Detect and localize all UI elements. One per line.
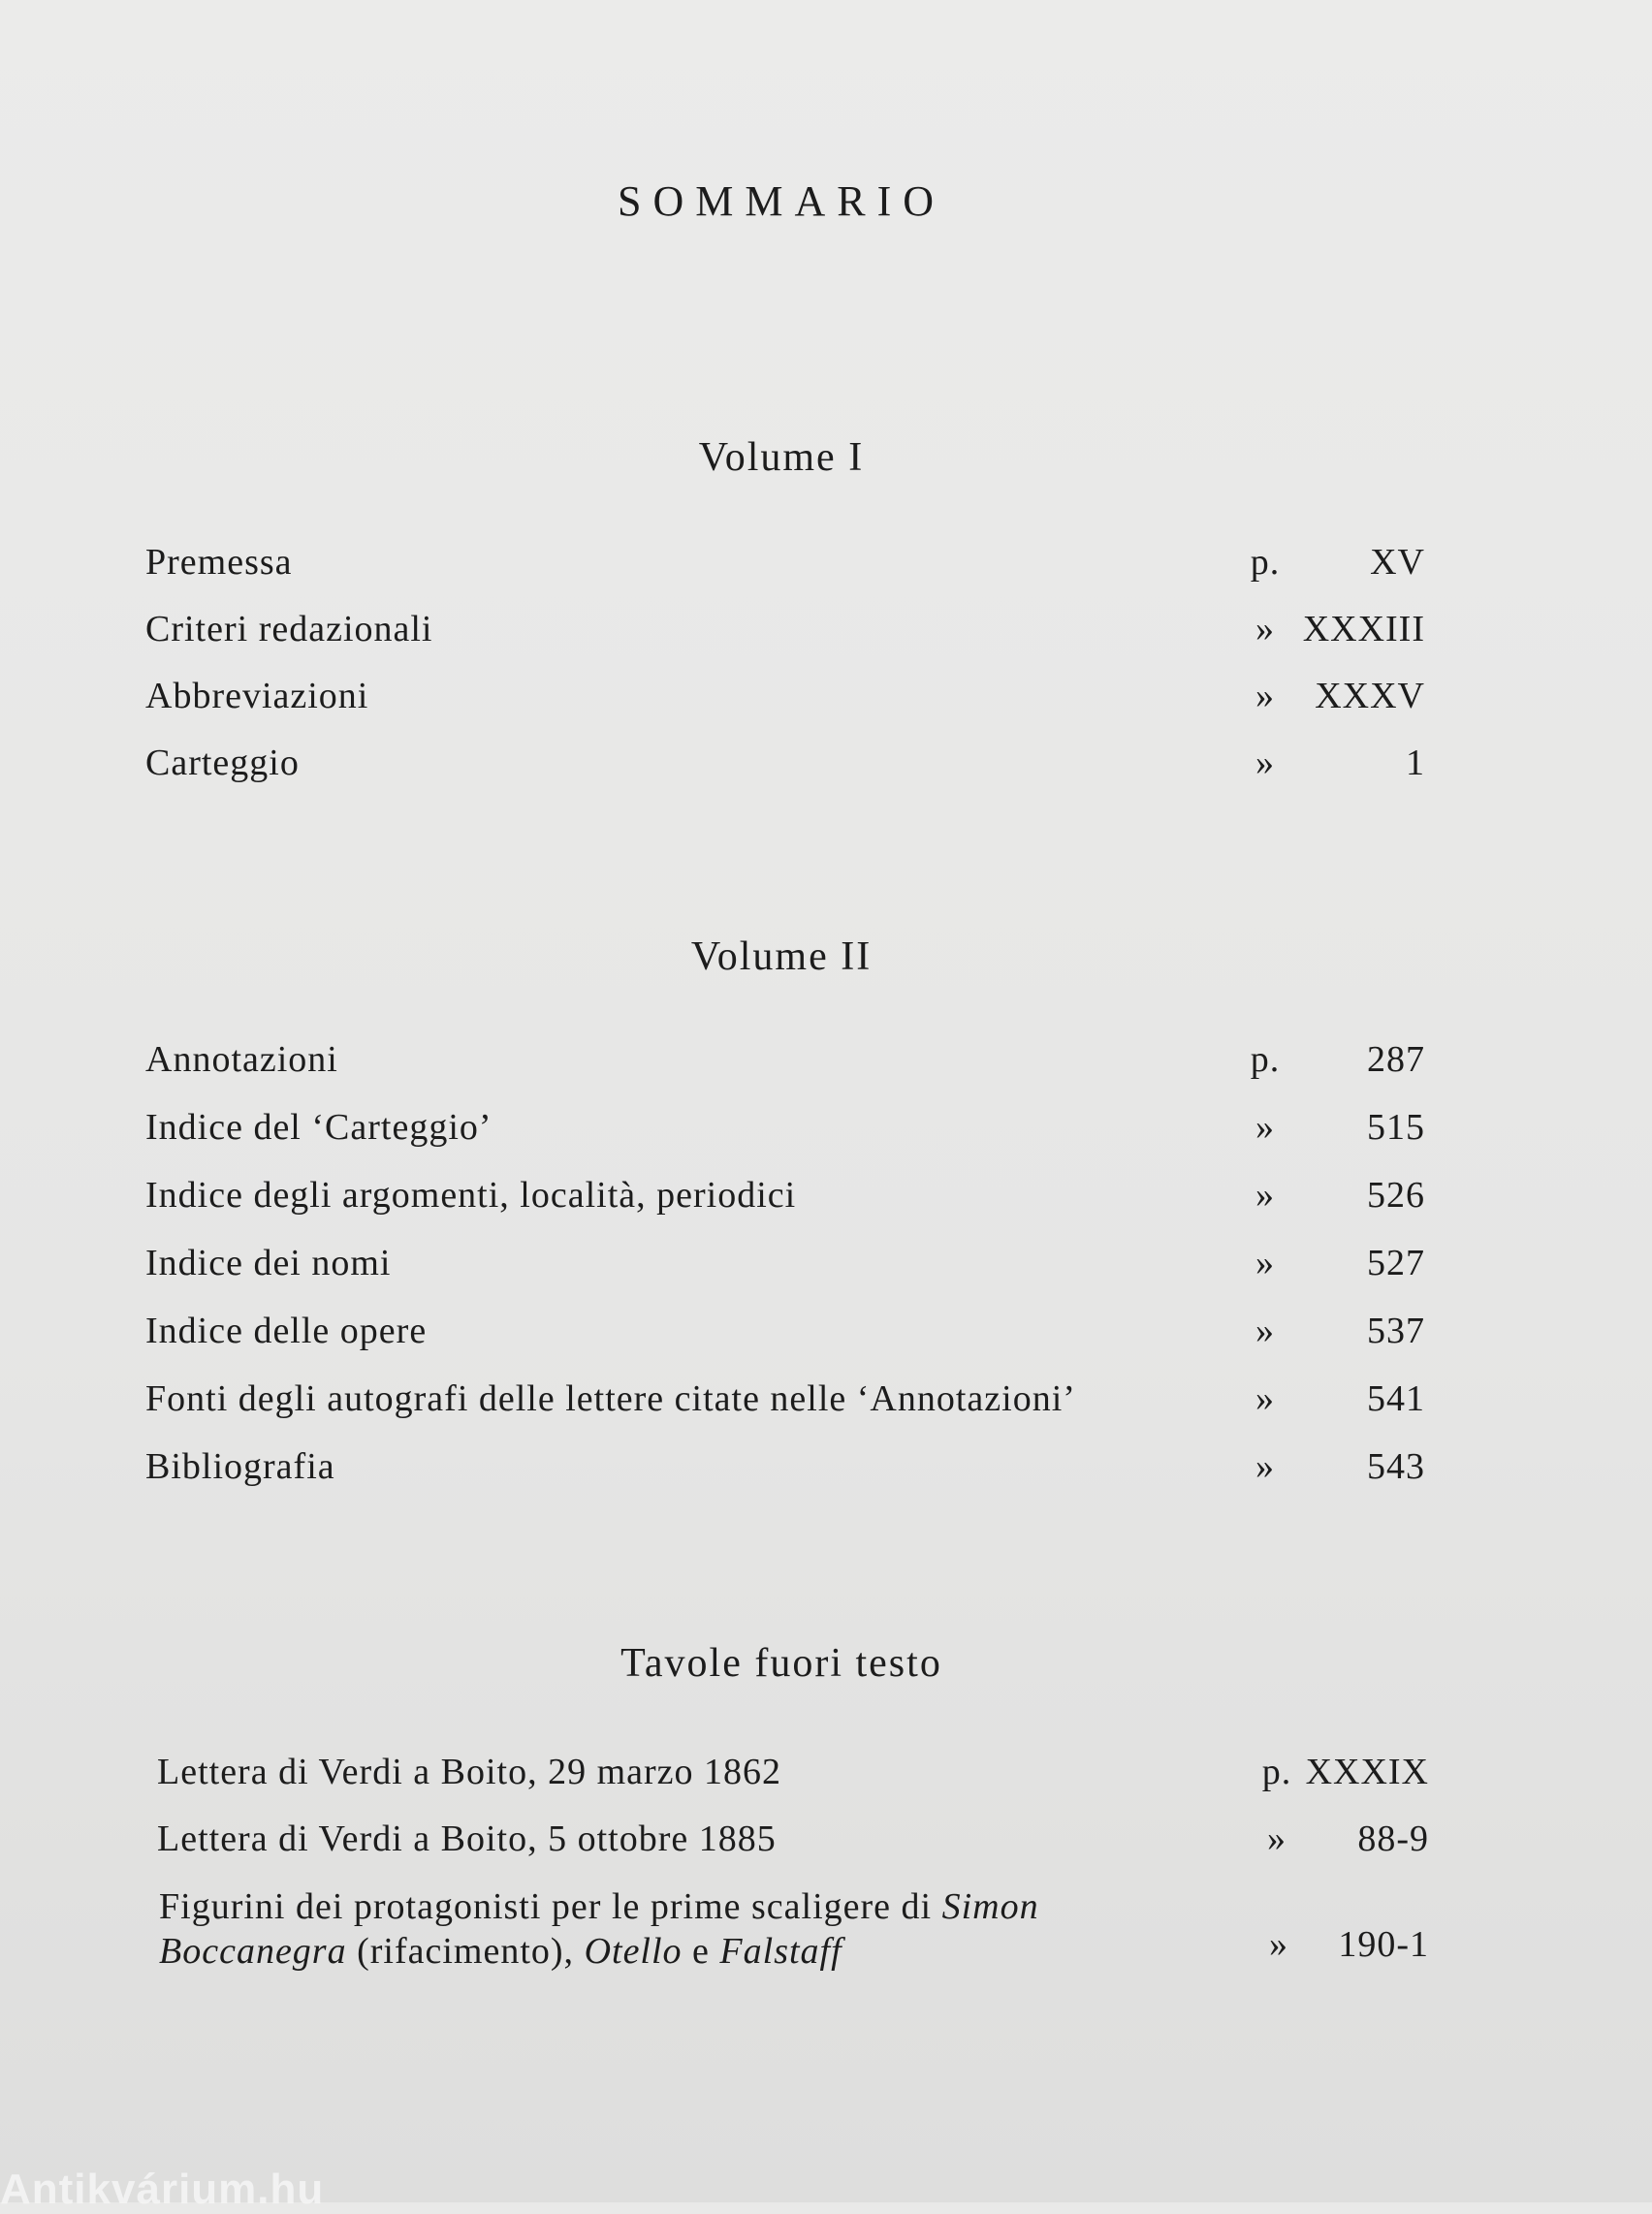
entry-title: Lettera di Verdi a Boito, 29 marzo 1862	[157, 1752, 782, 1792]
entry-page-marker: »	[1255, 743, 1275, 783]
entry-page-number: 190-1	[1338, 1924, 1429, 1965]
entry-page-number: 527	[1367, 1243, 1425, 1283]
entry-title: Criteri redazionali	[145, 609, 433, 649]
entry-title: Indice degli argomenti, località, periodici	[145, 1175, 797, 1216]
toc-entry	[145, 1310, 1425, 1364]
entry-title: Indice delle opere	[145, 1311, 428, 1351]
toc-entry	[145, 541, 1425, 595]
page-title: SOMMARIO	[617, 177, 946, 225]
toc-entry	[145, 742, 1425, 796]
entry-title: Indice del ‘Carteggio’	[145, 1107, 492, 1148]
entry-title: Annotazioni	[145, 1039, 338, 1080]
entry-page-number: XV	[1370, 542, 1425, 583]
entry-page-number: XXXV	[1315, 676, 1425, 716]
entry-page-number: 515	[1367, 1107, 1425, 1148]
entry-title: Carteggio	[145, 743, 300, 783]
entry-page-marker: »	[1255, 676, 1275, 716]
volume-1-heading: Volume I	[698, 435, 865, 480]
entry-page-marker: »	[1255, 1311, 1275, 1351]
entry-page-marker: »	[1255, 1446, 1275, 1487]
entry-page-marker: »	[1255, 609, 1275, 649]
toc-entry	[145, 675, 1425, 729]
toc-entry	[145, 1445, 1425, 1500]
entry-page-number: 543	[1367, 1446, 1425, 1487]
toc-entry	[145, 608, 1425, 662]
entry-page-marker: p.	[1250, 1039, 1281, 1080]
toc-entry	[157, 1751, 1429, 1805]
entry-page-number: 526	[1367, 1175, 1425, 1216]
volume-2-heading: Volume II	[690, 934, 873, 979]
entry-title: Lettera di Verdi a Boito, 5 ottobre 1885	[157, 1819, 777, 1859]
entry-page-number: XXXIII	[1302, 609, 1425, 649]
entry-page-number: 537	[1367, 1311, 1425, 1351]
entry-page-marker: »	[1255, 1378, 1275, 1419]
entry-page-marker: p.	[1250, 542, 1281, 583]
entry-page-number: 88-9	[1357, 1819, 1429, 1859]
toc-entry	[157, 1818, 1429, 1872]
plates-heading: Tavole fuori testo	[620, 1641, 942, 1686]
entry-page-number: XXXIX	[1305, 1752, 1429, 1792]
entry-title: Fonti degli autografi delle lettere citate nelle ‘Annotazioni’	[145, 1378, 1076, 1419]
toc-entry	[159, 1884, 1429, 1981]
toc-entry	[145, 1377, 1425, 1432]
toc-entry	[145, 1106, 1425, 1160]
toc-entry	[145, 1174, 1425, 1228]
watermark: Antikvárium.hu	[0, 2166, 325, 2213]
entry-page-number: 541	[1367, 1378, 1425, 1419]
toc-entry	[145, 1242, 1425, 1296]
entry-title: Bibliografia	[145, 1446, 335, 1487]
entry-page-number: 287	[1367, 1039, 1425, 1080]
entry-title: Indice dei nomi	[145, 1243, 392, 1283]
entry-page-marker: p.	[1261, 1752, 1292, 1792]
entry-page-marker: »	[1255, 1243, 1275, 1283]
entry-page-marker: »	[1269, 1924, 1288, 1965]
entry-page-marker: »	[1267, 1819, 1287, 1859]
toc-entry	[145, 1038, 1425, 1092]
entry-title: Figurini dei protagonisti per le prime scaligere di Simon Boccanegra (rifacimento), Otello e Falstaff	[159, 1886, 1039, 1972]
entry-page-marker: »	[1255, 1175, 1275, 1216]
entry-page-marker: »	[1255, 1107, 1275, 1148]
entry-title: Abbreviazioni	[145, 676, 369, 716]
entry-title: Premessa	[145, 542, 293, 583]
entry-page-number: 1	[1406, 743, 1425, 783]
